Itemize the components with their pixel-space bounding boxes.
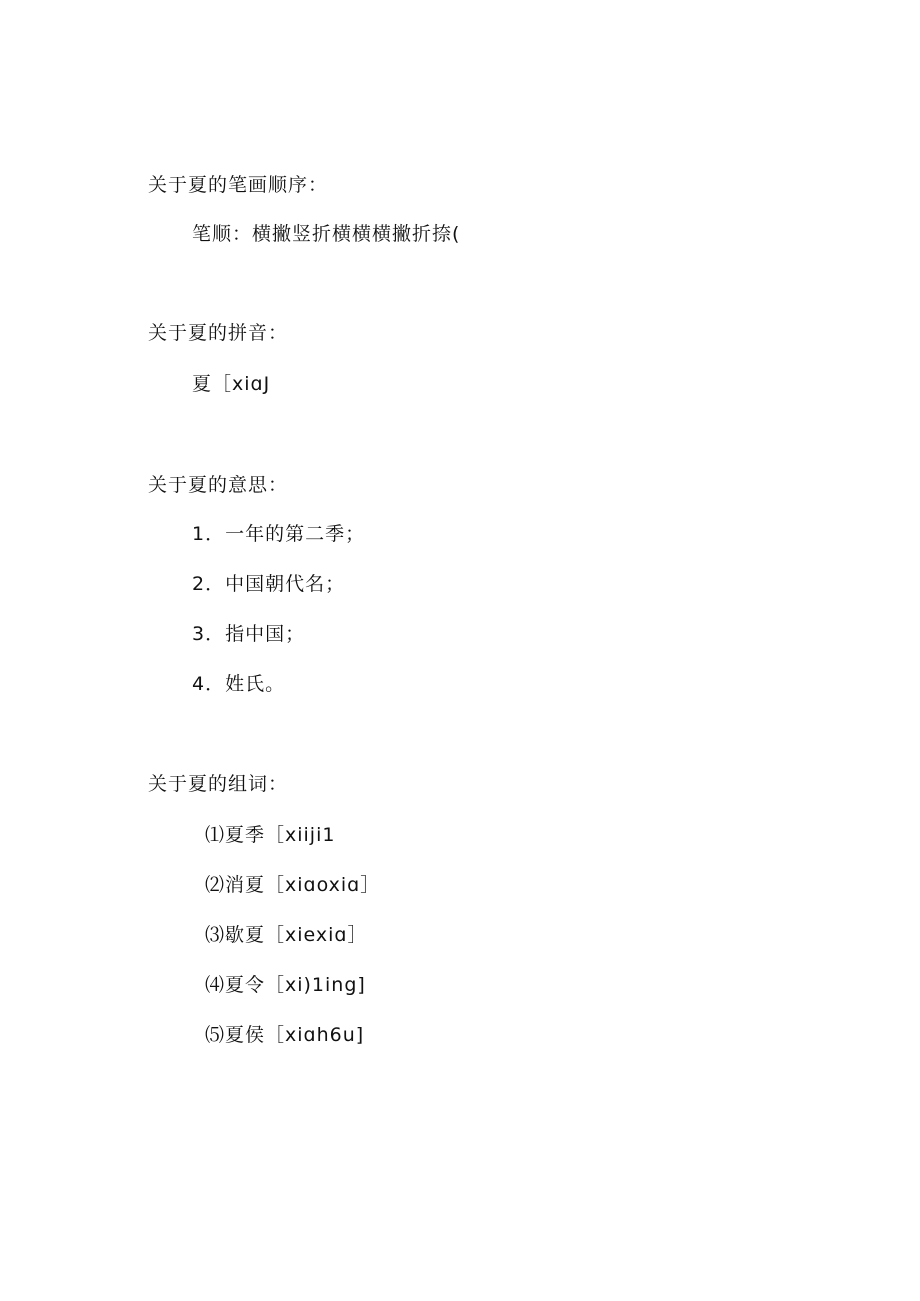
- meaning-item: 4．姓氏。: [192, 673, 286, 695]
- word-item: ⑵消夏［xiɑoxiɑ］: [205, 874, 381, 896]
- words-heading: 关于夏的组词：: [148, 773, 289, 795]
- word-item: ⑷夏令［xi)1ing]: [205, 974, 366, 996]
- meaning-item: 2．中国朝代名；: [192, 573, 346, 595]
- meaning-heading: 关于夏的意思：: [148, 474, 289, 496]
- word-item: ⑴夏季［xiiji1: [205, 824, 336, 846]
- meaning-item: 1．一年的第二季；: [192, 523, 366, 545]
- strokes-heading: 关于夏的笔画顺序：: [148, 174, 329, 196]
- pinyin-heading: 关于夏的拼音：: [148, 322, 289, 344]
- pinyin-content: 夏［xiɑJ: [192, 373, 271, 395]
- word-item: ⑶歇夏［xiexiɑ］: [205, 924, 368, 946]
- strokes-content: 笔顺：横撇竖折横横横撇折捺(: [192, 223, 461, 245]
- meaning-item: 3．指中国；: [192, 623, 306, 645]
- word-item: ⑸夏侯［xiɑh6u]: [205, 1024, 365, 1046]
